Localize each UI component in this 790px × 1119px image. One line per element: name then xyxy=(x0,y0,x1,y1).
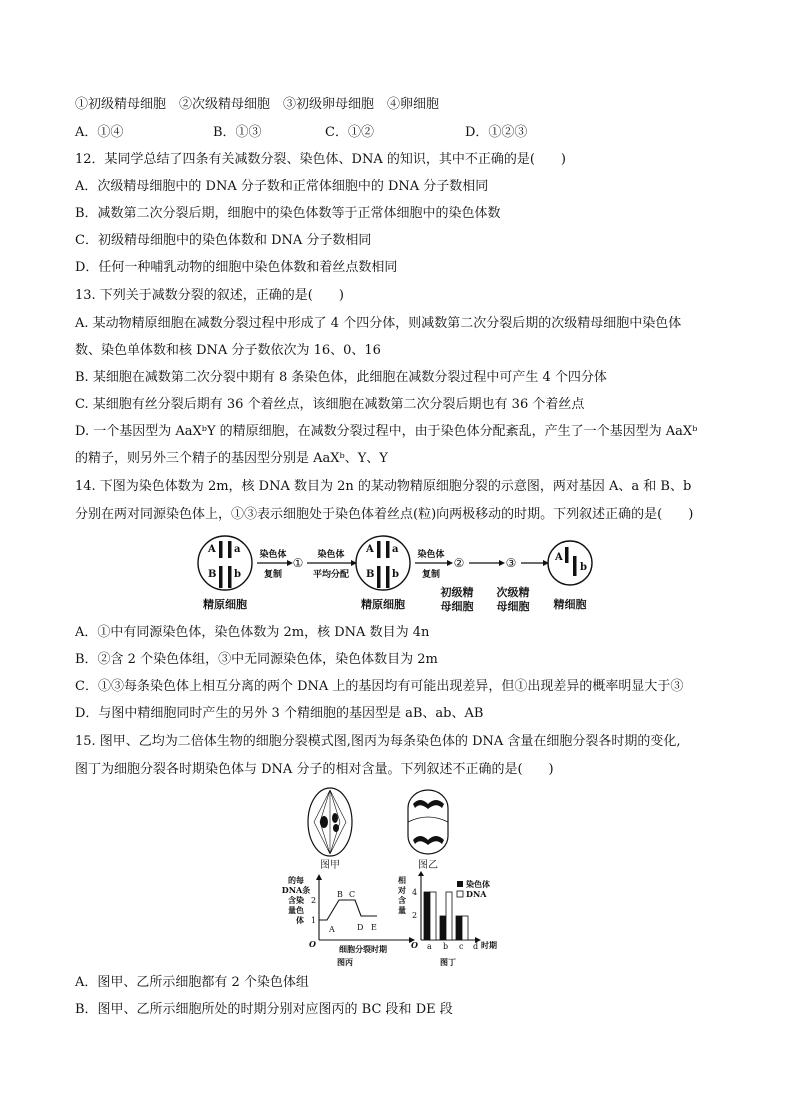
legend-chromosome: 染色体 xyxy=(466,879,490,889)
gene-A-3: A xyxy=(555,552,563,563)
q14-stem-line2: 分别在两对同源染色体上，①③表示细胞处于染色体着丝点(粒)向两极移动的时期。下列叙述正确的是( ) xyxy=(75,507,694,522)
q15-option-a: A．图甲、乙所示细胞都有 2 个染色体组 xyxy=(75,975,309,990)
q13-option-d-line2: 的精子，则另外三个精子的基因型分别是 AaXᵇ、Y、Y xyxy=(75,451,388,466)
gene-b-1: b xyxy=(234,569,241,580)
bing-tick-1: 1 xyxy=(311,916,317,925)
q12-option-b: B．减数第二次分裂后期，细胞中的染色体数等于正常体细胞中的染色体数 xyxy=(75,206,501,221)
ding-ylabel-3: 含 xyxy=(398,895,406,905)
label-spermatogonium-1: 精原细胞 xyxy=(203,598,247,611)
bing-point-B: B xyxy=(337,890,343,899)
ding-x-a: a xyxy=(427,942,432,951)
q11-option-b: B．①③ xyxy=(213,125,262,140)
bing-ylabel-2: DNA条 xyxy=(281,885,311,895)
q13-option-a-line2: 数、染色单体数和核 DNA 分子数依次为 16、0、16 xyxy=(75,343,381,358)
gene-a-2: a xyxy=(392,544,399,555)
q14-option-d: D．与图中精细胞同时产生的另外 3 个精细胞的基因型是 aB、ab、AB xyxy=(75,706,484,721)
q14-option-a: A．①中有同源染色体，染色体数为 2m，核 DNA 数目为 4n xyxy=(75,625,430,640)
bing-point-A: A xyxy=(329,925,335,934)
q11-items: ①初级精母细胞 ②次级精母细胞 ③初级卵母细胞 ④卵细胞 xyxy=(75,97,440,112)
bing-ylabel-5: 体 xyxy=(296,915,304,925)
gene-a-1: a xyxy=(234,544,241,555)
ding-xlabel: 时期 xyxy=(481,940,497,950)
legend-dna: DNA xyxy=(466,889,487,899)
gene-B-2: B xyxy=(366,569,375,580)
q12-option-d: D．任何一种哺乳动物的细胞中染色体数和着丝点数相同 xyxy=(75,260,398,275)
caption-bing: 图丙 xyxy=(337,957,353,967)
q11-option-c: C．①② xyxy=(325,125,374,140)
label-secondary-2: 母细胞 xyxy=(496,600,530,613)
caption-yi: 图乙 xyxy=(418,860,438,871)
bing-point-E: E xyxy=(371,923,377,932)
caption-jia: 图甲 xyxy=(320,860,340,871)
ding-ylabel-4: 量 xyxy=(398,905,406,915)
ding-x-d: d xyxy=(473,942,479,951)
label-spermatogonium-2: 精原细胞 xyxy=(361,598,405,611)
q12-option-a: A．次级精母细胞中的 DNA 分子数和正常体细胞中的 DNA 分子数相同 xyxy=(75,179,489,194)
q14-option-b: B．②含 2 个染色体组，③中无同源染色体，染色体数目为 2m xyxy=(75,652,438,667)
stage-1: ① xyxy=(292,556,304,570)
q12-option-c: C．初级精母细胞中的染色体数和 DNA 分子数相同 xyxy=(75,233,372,248)
ding-tick-4: 4 xyxy=(412,888,418,897)
ding-ylabel-2: 对 xyxy=(398,885,406,895)
step1-top: 染色体 xyxy=(259,550,287,560)
cell-diagrams-jia-yi xyxy=(300,782,480,872)
bing-xlabel: 细胞分裂时期 xyxy=(339,944,387,954)
gene-B-1: B xyxy=(208,569,217,580)
ding-ylabel-1: 相 xyxy=(398,875,406,885)
label-primary-1: 初级精 xyxy=(440,586,474,599)
ding-x-b: b xyxy=(443,942,449,951)
q11-option-a: A．①④ xyxy=(75,125,124,140)
label-primary-2: 母细胞 xyxy=(440,600,474,613)
stage-3: ③ xyxy=(505,556,517,570)
step2-top: 染色体 xyxy=(317,550,345,560)
label-sperm: 精细胞 xyxy=(553,598,587,611)
ding-x-c: c xyxy=(459,942,464,951)
q13-option-d-line1: D. 一个基因型为 AaXᵇY 的精原细胞，在减数分裂过程中，由于染色体分配紊乱，产生了一个基因型为 AaXᵇ xyxy=(75,424,698,439)
gene-A-2: A xyxy=(366,544,374,555)
chart-ding xyxy=(395,872,515,967)
gene-b-2: b xyxy=(392,569,399,580)
q15-stem-line1: 15. 图甲、乙均为二倍体生物的细胞分裂模式图,图丙为每条染色体的 DNA 含量在细胞分裂各时期的变化, xyxy=(75,734,681,749)
bing-tick-2: 2 xyxy=(311,896,317,905)
q13-option-b: B. 某细胞在减数第二次分裂中期有 8 条染色体，此细胞在减数分裂过程中可产生 4 个四分体 xyxy=(75,370,607,385)
q15-stem-line2: 图丁为细胞分裂各时期染色体与 DNA 分子的相对含量。下列叙述不正确的是( ) xyxy=(75,762,554,777)
q14-option-c: C．①③每条染色体上相互分离的两个 DNA 上的基因均有可能出现差异，但①出现差异的概率明显大于③ xyxy=(75,679,684,694)
gene-b-3: b xyxy=(580,562,587,573)
step1-bottom: 复制 xyxy=(263,570,283,580)
q13-option-c: C. 某细胞有丝分裂后期有 36 个着丝点，该细胞在减数第二次分裂后期也有 36 个着丝点 xyxy=(75,397,585,412)
spermatogenesis-diagram xyxy=(195,530,595,620)
q13-option-a-line1: A. 某动物精原细胞在减数分裂过程中形成了 4 个四分体，则减数第二次分裂后期的次级精母细胞中染色体 xyxy=(75,316,682,331)
caption-ding: 图丁 xyxy=(440,957,456,967)
step2-bottom: 平均分配 xyxy=(312,570,350,580)
q13-stem: 13. 下列关于减数分裂的叙述，正确的是( ) xyxy=(75,288,344,303)
q11-option-d: D．①②③ xyxy=(465,125,528,140)
ding-tick-2: 2 xyxy=(412,911,418,920)
bing-point-D: D xyxy=(357,923,364,932)
gene-A-1: A xyxy=(208,544,216,555)
label-secondary-1: 次级精 xyxy=(496,586,530,599)
q14-stem-line1: 14. 下图为染色体数为 2m，核 DNA 数目为 2n 的某动物精原细胞分裂的示意图，两对基因 A、a 和 B、b xyxy=(75,479,692,494)
step3-top: 染色体 xyxy=(417,550,445,560)
bing-point-C: C xyxy=(349,890,356,899)
ding-origin: O xyxy=(411,940,418,950)
step3-bottom: 复制 xyxy=(421,570,441,580)
q12-stem: 12．某同学总结了四条有关减数分裂、染色体、DNA 的知识，其中不正确的是( ) xyxy=(75,152,567,167)
q15-option-b: B．图甲、乙所示细胞所处的时期分别对应图丙的 BC 段和 DE 段 xyxy=(75,1002,453,1017)
bing-ylabel-4: 量色 xyxy=(288,905,304,915)
stage-2: ② xyxy=(453,556,465,570)
bing-ylabel-3: 含染 xyxy=(288,895,304,905)
bing-origin: O xyxy=(309,939,316,949)
bing-ylabel-1: 的每 xyxy=(288,875,304,885)
